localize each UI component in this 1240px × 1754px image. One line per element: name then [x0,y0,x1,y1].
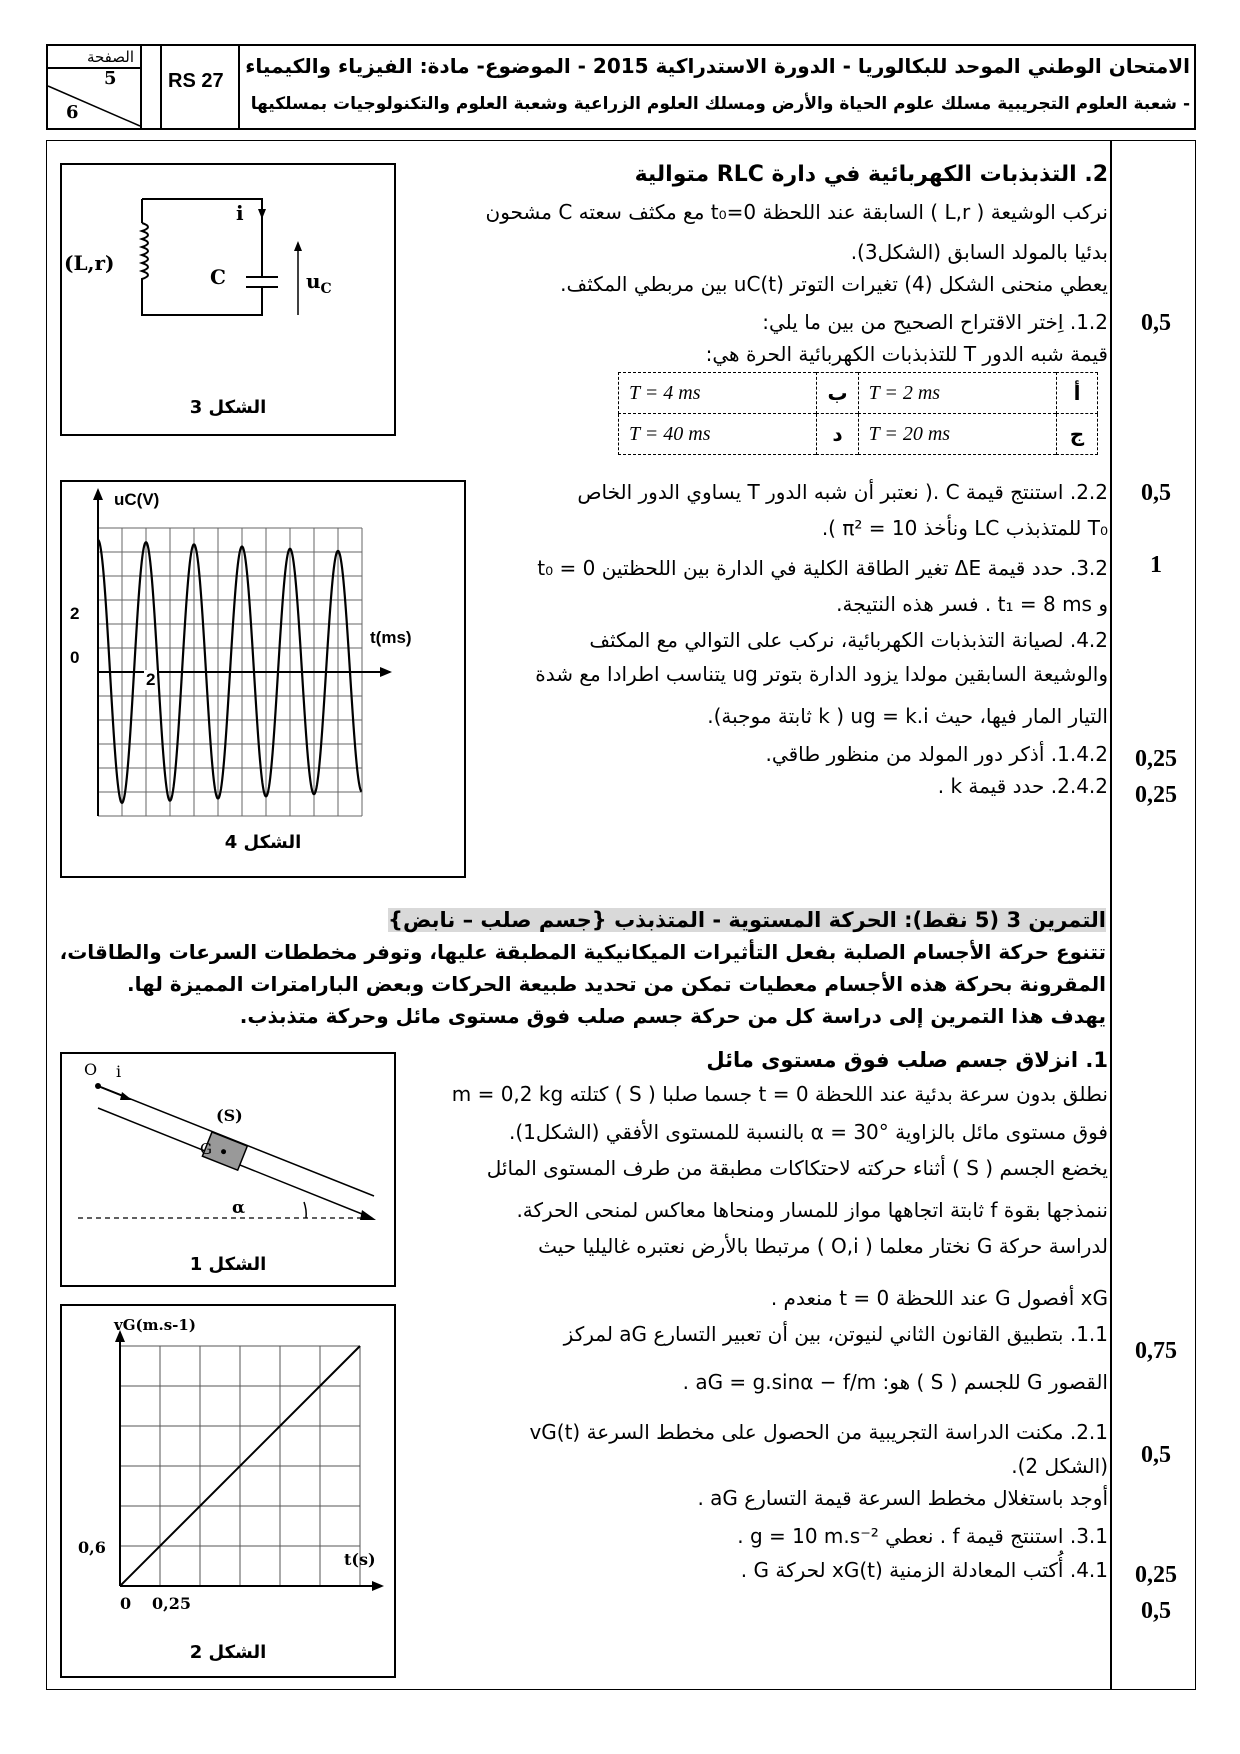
part-1-p5: لدراسة حركة G نختار معلما ( O,i ) مرتبطا بالأرض نعتبره غاليليا حيث [538,1234,1108,1258]
section-2-intro-3: يعطي منحنى الشكل (4) تغيرات التوتر uC(t) بين مربطي المكثف. [560,272,1108,296]
exercise-3-heading: التمرين 3 (5 نقط): الحركة المستوية - المتذبذب {جسم صلب – نابض} [388,908,1106,932]
question-2-4-2: 2.4.2. حدد قيمة k . [937,774,1108,798]
points-column-divider [1110,140,1112,1690]
exercise-3-intro-3: يهدف هذا التمرين إلى دراسة كل من حركة جسم صلب فوق مستوى مائل وحركة متذبذب. [239,1004,1106,1028]
figure-1-caption: الشكل 1 [189,1254,267,1275]
exam-code-box [160,44,240,130]
page-number-box [46,44,142,130]
fig2-ylabel: vG(m.s-1) [114,1316,196,1334]
question-4-2-a: 4.2. لصيانة التذبذبات الكهربائية، نركب على التوالي مع المكثف [589,628,1108,652]
y-axis-arrow [93,488,103,500]
choice-value: T = 40 ms [619,414,817,455]
points-q242: 0,25 [1135,782,1177,808]
question-1-1-b: القصور G للجسم ( S ) هو: aG = g.sinα − f/m . [682,1370,1108,1394]
question-4-1: 4.1. أُكتب المعادلة الزمنية xG(t) لحركة G . [740,1558,1108,1582]
part-1-p4: ننمذجها بقوة f ثابتة اتجاهها مواز للمسار ومنحاها معاكس لمنحى الحركة. [516,1198,1108,1222]
voltage-label: $u_C$ [306,269,332,297]
exercise-3-intro-2: المقرونة بحركة هذه الأجسام معطيات تمكن من تحديد طبيعة الحركات وبعض البارامترات المميزة لها. [127,972,1106,996]
rlc-circuit-diagram [62,165,394,434]
x-axis-arrow [380,667,392,677]
inclined-plane-diagram [62,1054,394,1285]
part-1-p1: نطلق بدون سرعة بدئية عند اللحظة t = 0 جسما صلبا ( S ) كتلته m = 0,2 kg [451,1082,1108,1106]
fig4-xlabel: t(ms) [370,628,412,647]
question-2-1-a: 2.1. مكنت الدراسة التجريبية من الحصول على مخطط السرعة vG(t) [529,1420,1108,1444]
choice-value: T = 2 ms [858,373,1056,414]
exercise-3-part-1-text [410,1048,1108,1668]
fig4-tick-zero: 0 [70,648,80,667]
origin-label: O [84,1060,98,1079]
center-of-mass-label: G [200,1140,212,1158]
fig4-tick-x: 2 [146,670,156,689]
section-2-intro-2: بدئيا بالمولد السابق (الشكل3). [850,240,1108,264]
figure-3 [60,163,396,436]
exercise-3-intro [50,908,1106,1038]
question-2-2-a: 2.2. استنتج قيمة C .( نعتبر أن شبه الدور T يساوي الدور الخاص [577,480,1108,504]
question-2-1-c: أوجد باستغلال مخطط السرعة قيمة التسارع aG . [697,1486,1108,1510]
points-q12: 0,5 [1141,310,1171,336]
question-1-4-2: 1.4.2. أذكر دور المولد من منظور طاقي. [765,742,1108,766]
page-current: 5 [104,68,117,89]
points-q22: 0,5 [1141,480,1171,506]
points-q21: 0,5 [1141,1442,1171,1468]
part-1-heading: 1. انزلاق جسم صلب فوق مستوى مائل [706,1048,1108,1072]
fig2-xlabel: t(s) [344,1550,376,1569]
header-subtitle: - شعبة العلوم التجريبية مسلك علوم الحياة والأرض ومسلك العلوم الزراعية وشعبة العلوم والتكنولوجيات بمسلكيها [250,94,1190,114]
question-3-2-b: و t₁ = 8 ms . فسر هذه النتيجة. [836,592,1108,616]
fig4-tick-y: 2 [70,604,80,623]
points-q32: 1 [1150,552,1162,578]
capacitor-label: C [210,265,226,289]
x-axis-arrow [372,1581,384,1591]
choice-key: ب [817,373,858,414]
fig2-tick-y: 0,6 [78,1538,106,1557]
choices-table [618,372,1098,455]
figure-4-caption: الشكل 4 [224,832,302,853]
part-1-p2: فوق مستوى مائل بالزاوية α = 30° بالنسبة للمستوى الأفقي (الشكل1). [508,1120,1108,1144]
page-label: الصفحة [86,48,134,66]
uc-chart [62,482,464,876]
section-2-intro-1: نركب الوشيعة ( L,r ) السابقة عند اللحظة t₀=0 مع مكثف سعته C مشحون [485,200,1108,224]
choice-key: أ [1057,373,1098,414]
question-1-2-sub: قيمة شبه الدور T للتذبذبات الكهربائية الحرة هي: [705,342,1108,366]
figure-1 [60,1052,396,1287]
part-1-p3: يخضع الجسم ( S ) أثناء حركته لاحتكاكات مطبقة من طرف المستوى المائل [486,1156,1108,1180]
points-q142: 0,25 [1135,746,1177,772]
angle-label: α [232,1198,246,1218]
inductor-label: (L,r) [64,251,115,275]
question-4-2-c: التيار المار فيها، حيث ug = k.i ( k ثابتة موجبة). [707,704,1108,728]
question-2-2-b: T₀ للمتذبذب LC ونأخذ π² = 10 ). [821,516,1108,540]
current-label: i [236,201,244,225]
choices-row [619,373,1098,414]
question-4-2-b: والوشيعة السابقين مولدا يزود الدارة بتوتر ug يتناسب اطرادا مع شدة [535,662,1108,686]
points-q31: 0,25 [1135,1562,1177,1588]
section-2-text [480,162,1108,822]
figure-4 [60,480,466,878]
question-2-1-b: (الشكل 2). [1011,1454,1108,1478]
choice-key: ج [1057,414,1098,455]
choice-value: T = 4 ms [619,373,817,414]
figure-3-caption: الشكل 3 [189,397,267,418]
figure-2-caption: الشكل 2 [189,1642,267,1663]
exercise-3-intro-1: تتنوع حركة الأجسام الصلبة بفعل التأثيرات الميكانيكية المطبقة عليها، وتوفر مخططات السرعات والطاقات، [59,940,1106,964]
unit-vector-label: i [116,1062,122,1081]
page-total: 6 [66,102,79,123]
figure-2 [60,1304,396,1678]
question-3-1: 3.1. استنتج قيمة f . نعطي g = 10 m.s⁻² . [737,1524,1108,1548]
points-q41: 0,5 [1141,1598,1171,1624]
velocity-chart [62,1306,394,1676]
header-title: الامتحان الوطني الموحد للبكالوريا - الدورة الاستدراكية 2015 - الموضوع- مادة: الفيزياء والكيمياء [245,54,1190,78]
choice-key: د [817,414,858,455]
part-1-p6: xG أفصول G عند اللحظة t = 0 منعدم . [770,1286,1108,1310]
points-q11: 0,75 [1135,1338,1177,1364]
fig2-tick-x: 0,25 [152,1594,191,1613]
choice-value: T = 20 ms [858,414,1056,455]
fig4-ylabel: uC(V) [114,490,160,509]
question-1-2: 1.2. اِختر الاقتراح الصحيح من بين ما يلي: [762,310,1108,334]
question-3-2-a: 3.2. حدد قيمة ΔE تغير الطاقة الكلية في الدارة بين اللحظتين t₀ = 0 [537,556,1108,580]
question-1-1-a: 1.1. بتطبيق القانون الثاني لنيوتن، بين أن تعبير التسارع aG لمركز [563,1322,1108,1346]
fig2-tick-zero: 0 [120,1594,132,1613]
page-divider [48,46,140,128]
section-2-heading: 2. التذبذبات الكهربائية في دارة RLC متوالية [634,162,1108,187]
choices-row [619,414,1098,455]
solid-label: (S) [216,1106,243,1125]
exam-code: RS 27 [168,70,224,92]
